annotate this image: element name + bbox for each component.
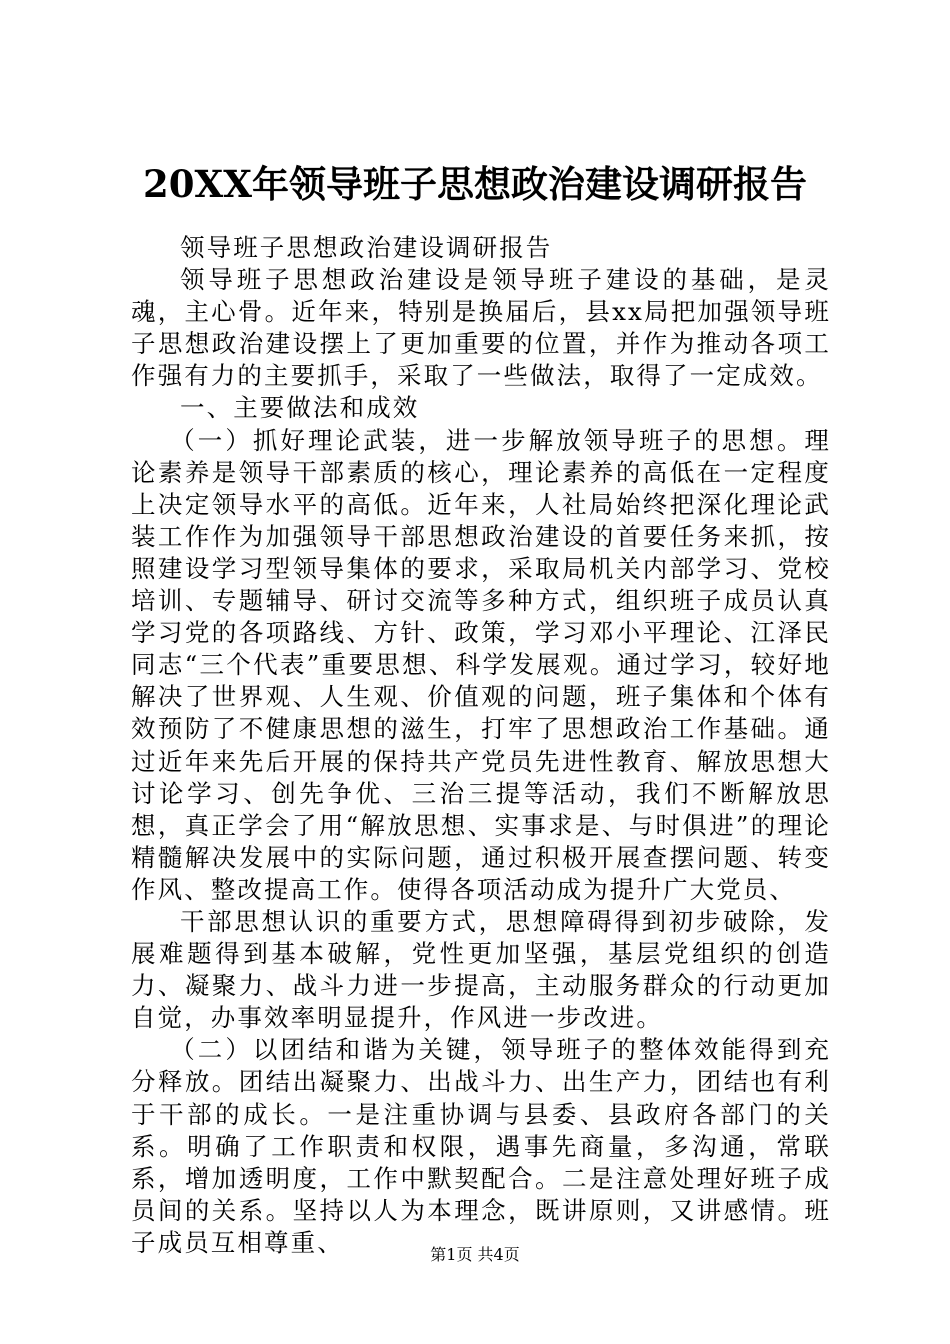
document-body (131, 232, 831, 1259)
subtitle-paragraph: 领导班子思想政治建设调研报告 (180, 233, 553, 262)
body-paragraph: （一）抓好理论武装，进一步解放领导班子的思想。理论素养是领导干部素质的核心，理论素养的高低在一定程度上决定领导水平的高低。近年来，人社局始终把深化理论武装工作作为加强领导干部思想政治建设的首要任务来抓，按照建设学习型领导集体的要求，采取局机关内部学习、党校培训、专题辅导、研讨交流等多种方式，组织班子成员认真学习党的各项路线、方针、政策，学习邓小平理论、江泽民同志“三个代表”重要思想、科学发展观。通过学习，较好地解决了世界观、人生观、价值观的问题，班子集体和个体有效预防了不健康思想的滋生，打牢了思想政治工作基础。通过近年来先后开展的保持共产党员先进性教育、解放思想大讨论学习、创先争优、三治三提等活动，我们不断解放思想，真正学会了用“解放思想、实事求是、与时俱进”的理论精髓解决发展中的实际问题，通过积极开展查摆问题、转变作风、整改提高工作。使得各项活动成为提升广大党员、 (131, 425, 831, 904)
page-footer: 第1页 共4页 (430, 1245, 520, 1264)
body-paragraph: 干部思想认识的重要方式，思想障碍得到初步破除，发展难题得到基本破解，党性更加坚强，基层党组织的创造力、凝聚力、战斗力进一步提高，主动服务群众的行动更加自觉，办事效率明显提升，作风进一步改进。 (131, 906, 831, 1033)
intro-paragraph: 领导班子思想政治建设是领导班子建设的基础，是灵魂，主心骨。近年来，特别是换届后，县xx局把加强领导班子思想政治建设摆上了更加重要的位置，并作为推动各项工作强有力的主要抓手，采取了一些做法，取得了一定成效。 (131, 265, 831, 391)
body-paragraph: （二）以团结和谐为关键，领导班子的整体效能得到充分释放。团结出凝聚力、出战斗力、出生产力，团结也有利于干部的成长。一是注重协调与县委、县政府各部门的关系。明确了工作职责和权限，遇事先商量，多沟通，常联系，增加透明度，工作中默契配合。二是注意处理好班子成员间的关系。坚持以人为本理念，既讲原则，又讲感情。班子成员互相尊重、 (131, 1035, 831, 1257)
document-title: 20XX年领导班子思想政治建设调研报告 (143, 162, 807, 206)
section-heading: 一、主要做法和成效 (180, 393, 420, 423)
